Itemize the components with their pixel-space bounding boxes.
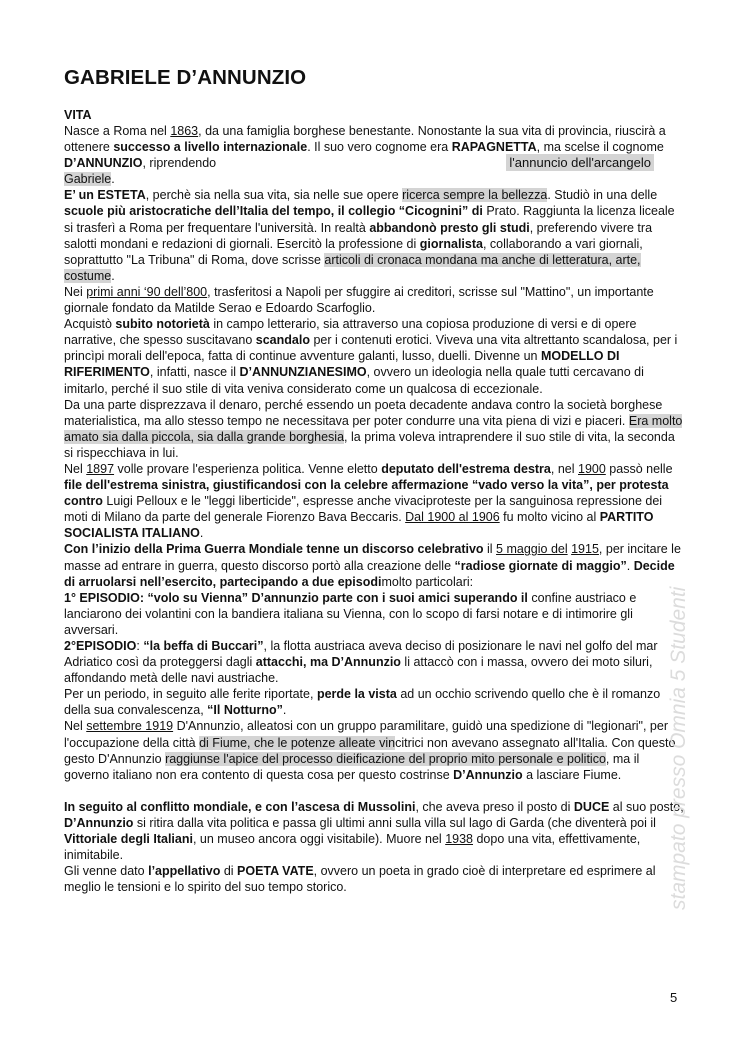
paragraph-notturno: Per un periodo, in seguito alle ferite riportate, perde la vista ad un occhio scrivendo quello che è il romanzo della sua convalescenza, “Il Notturno”. bbox=[64, 687, 661, 718]
page-title: GABRIELE D’ANNUNZIO bbox=[64, 66, 307, 89]
paragraph-mussolini: In seguito al conflitto mondiale, e con l’ascesa di Mussolini, che aveva preso il posto di DUCE al suo posto, D’Annunzio si ritira dalla vita politica e passa gli ultimi anni sulla villa sul lago di Garda (che diventerà poi il Vittoriale degli Italiani, un museo ancora oggi visitabile). Muore nel 1938 dopo una vita, effettivamente, inimitabile. bbox=[64, 799, 684, 863]
paragraph-gap bbox=[64, 783, 684, 799]
page-number: 5 bbox=[670, 990, 678, 1005]
paragraph-birth: Nasce a Roma nel 1863, da una famiglia borghese benestante. Nonostante la sua vita di provincia, riuscirà a ottenere successo a livello internazionale. Il suo vero cognome era RAPAGNETTA, ma scelse il cognome bbox=[64, 124, 666, 155]
paragraph-esteta: E’ un ESTETA, perchè sia nella sua vita, sia nelle sue opere ricerca sempre la bellezza. Studiò in una delle scuole più aristocratiche dell’Italia del tempo, il collegio “Cicognini” di Prato. Raggiunta la licenza liceale si trasferì a Roma per frequentare l'università. In realtà abbandonò presto gli studi, preferendo vivere tra salotti mondani e redazioni di giornali. Esercitò la professione di giornalista, collaborando a vari giornali, soprattutto "La Tribuna" di Roma, dove scrisse articoli di cronaca mondana ma anche di letteratura, arte, costume. bbox=[64, 188, 675, 283]
section-heading: VITA bbox=[64, 108, 92, 122]
paragraph-poeta-vate: Gli venne dato l’appellativo di POETA VATE, ovvero un poeta in grado cioè di interpretare ed esprimere al meglio le tensioni e lo spirito del suo tempo storico. bbox=[64, 864, 656, 895]
paragraph-fiume: Nel settembre 1919 D'Annunzio, alleatosi con un gruppo paramilitare, guidò una spedizione di "legionari", per l'occupazione della città di Fiume, che le potenze alleate vincitrici non avevano assegnato all'Italia. Con questo gesto D'Annunzio raggiunse l'apice del processo dieificazione del proprio mito personale e politico, ma il governo italiano non era contento di questa cosa per questo costrinse D’Annunzio a lasciare Fiume. bbox=[64, 719, 676, 782]
paragraph-birth-end: Gabriele. bbox=[64, 172, 115, 187]
paragraph-denaro: Da una parte disprezzava il denaro, perché essendo un poeta decadente andava contro la società borghese materialistica, ma allo stesso tempo ne necessitava per poter condurre una vita piena di vizi e piaceri. Era molto amato sia dalla piccola, sia dalla grande borghesia, la prima voleva intraprendere il suo stile di vita, la seconda si rispecchiava in lui. bbox=[64, 397, 683, 460]
paragraph-episodio-2: 2°EPISODIO: “la beffa di Buccari”, la flotta austriaca aveva deciso di posizionare le navi nel golfo del mar Adriatico così da proteggersi dagli attacchi, ma D’Annunzio li attaccò con i massa, ovvero dei moto siluri, affondando metà delle navi austriache. bbox=[64, 639, 658, 686]
paragraph-guerra: Con l’inizio della Prima Guerra Mondiale tenne un discorso celebrativo il 5 maggio del 1915, per incitare le masse ad entrare in guerra, questo discorso portò alla creazione delle “radiose giornate di maggio”. Decide di arruolarsi nell’esercito, partecipando a due episodimolto particolari: bbox=[64, 542, 681, 589]
paragraph-napoli: Nei primi anni ‘90 dell’800, trasferitosi a Napoli per sfuggire ai creditori, scrisse sul "Mattino", un importante giornale fondato da Matilde Serao e Edoardo Scarfoglio. bbox=[64, 284, 654, 316]
paragraph-notorieta: Acquistò subito notorietà in campo letterario, sia attraverso una copiosa produzione di versi e di opere narrative, che spesso suscitavano scandalo per i contenuti erotici. Viveva una vita altrettanto scandalosa, per i princìpi morali dell'epoca, fatta di continue avventure galanti, lusso, duelli. Divenne un MODELLO DI RIFERIMENTO, infatti, nasce il D’ANNUNZIANESIMO, ovvero un ideologia nella quale tutti cercavano di imitarlo, perché il suo stile di vita veniva considerato come un qualcosa di eccezionale. bbox=[64, 317, 678, 396]
watermark: stampato presso Omnia 5 Studenti bbox=[667, 586, 690, 910]
surname-row: D’ANNUNZIO, riprendendo l'annuncio dell'arcangelo bbox=[64, 155, 684, 171]
document-body bbox=[64, 107, 684, 895]
annotation-box: l'annuncio dell'arcangelo bbox=[506, 154, 654, 171]
paragraph-episodio-1: 1° EPISODIO: “volo su Vienna” D’annunzio parte con i suoi amici superando il confine austriaco e lanciarono dei volantini con la bandiera italiana su Vienna, con lo scopo di farsi notare e di intimorire gli avversari. bbox=[64, 590, 637, 637]
paragraph-politica: Nel 1897 volle provare l'esperienza politica. Venne eletto deputato dell'estrema destra, nel 1900 passò nelle file dell'estrema sinistra, giustificandosi con la celebre affermazione “vado verso la vita”, per protesta contro Luigi Pelloux e le "leggi liberticide", espresse anche vivaciproteste per la sanguinosa repressione dei moti di Milano da parte del generale Fiorenzo Bava Beccaris. Dal 1900 al 1906 fu molto vicino al PARTITO SOCIALISTA ITALIANO. bbox=[64, 461, 673, 541]
